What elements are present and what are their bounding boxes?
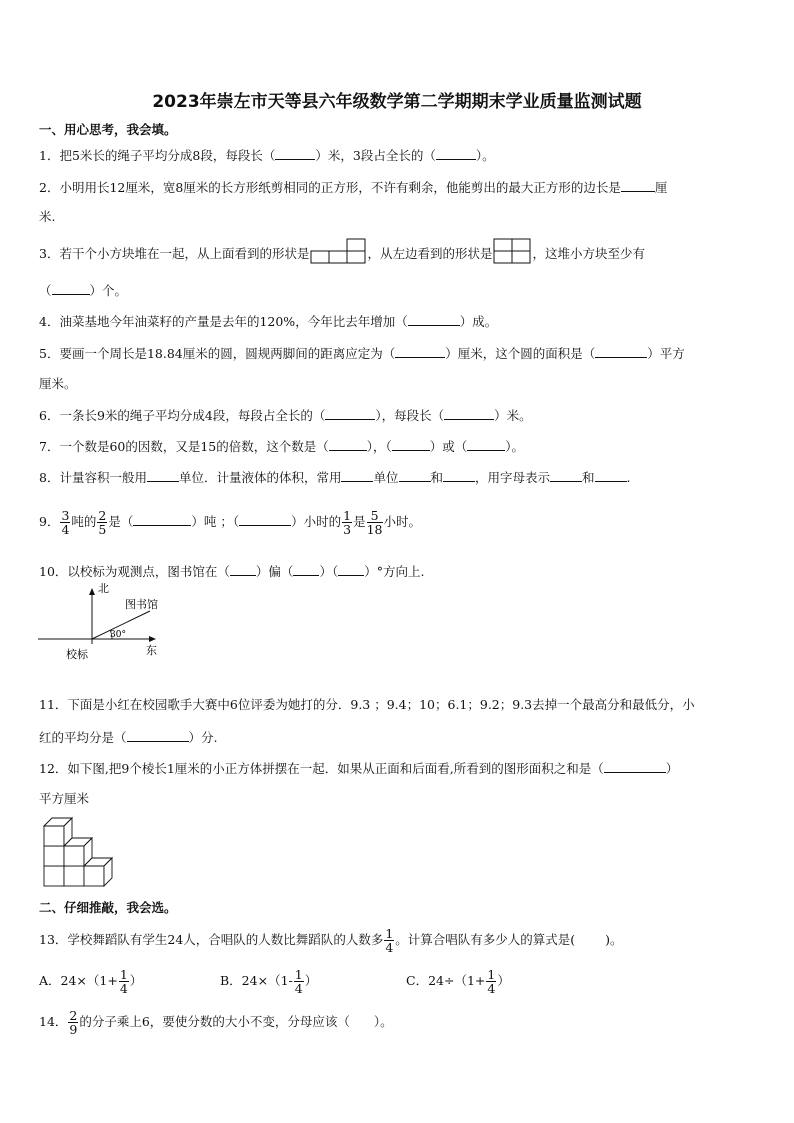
- question-7: [39, 438, 524, 455]
- q9-blank-1[interactable]: [133, 513, 191, 526]
- q9-text-e: ）小时的: [291, 514, 342, 529]
- q7-blank-1[interactable]: [329, 438, 367, 451]
- left-view-svg: [492, 238, 532, 264]
- q4-text-a: 4．油菜基地今年油菜籽的产量是去年的120%，今年比去年增加（: [39, 314, 408, 329]
- q10-text-b: ）偏（: [255, 564, 294, 579]
- question-9: [39, 507, 421, 537]
- q2-text-a: 2．小明用长12厘米，宽8厘米的长方形纸剪相同的正方形，不许有剩余，他能剪出的最大正方形的边长是: [39, 180, 621, 195]
- q14-f-den: 9: [69, 1022, 78, 1037]
- q8-text-g: .: [626, 470, 631, 485]
- q10-text-c: ）（: [319, 564, 339, 579]
- q13-option-a-text: A．24×（1+: [39, 973, 118, 988]
- q9-f2-num: 2: [98, 508, 107, 523]
- q13-option-c-close: ）: [497, 973, 510, 988]
- q8-blank-1[interactable]: [147, 469, 179, 482]
- q5-blank-2[interactable]: [595, 345, 647, 358]
- question-12: [39, 760, 678, 777]
- q4-text-b: ）成。: [459, 314, 498, 329]
- q9-text-d: ）吨 ；（: [191, 514, 240, 529]
- q3-blank[interactable]: [52, 282, 90, 295]
- q8-text-c: 单位: [373, 470, 399, 485]
- q9-f1-den: 4: [61, 522, 70, 537]
- top-view-figure: [309, 248, 367, 262]
- question-4: [39, 313, 497, 330]
- q10-blank-1[interactable]: [230, 563, 256, 576]
- q10-text-d: ）°方向上.: [364, 564, 425, 579]
- q13-oa-num: 1: [119, 967, 128, 982]
- q2-line-2: 米.: [39, 209, 56, 224]
- north-label: 北: [98, 582, 109, 595]
- question-1: [39, 147, 495, 164]
- question-3: [39, 246, 645, 262]
- q13-option-a-fraction: [119, 968, 129, 995]
- q7-text-a: 7．一个数是60的因数，又是15的倍数，这个数是（: [39, 439, 329, 454]
- q13-option-b-text: B．24×（1-: [220, 973, 293, 988]
- q13-oa-den: 4: [119, 981, 128, 996]
- q13-option-c-fraction: [486, 968, 496, 995]
- q13-option-c[interactable]: [406, 966, 510, 996]
- q4-blank[interactable]: [408, 313, 460, 326]
- q13-option-b[interactable]: [220, 966, 317, 996]
- q2-text-b: 厘: [654, 180, 668, 195]
- section-1-heading: 一、用心思考，我会填。: [39, 122, 177, 137]
- q8-text-d: 和: [430, 470, 444, 485]
- q9-text-a: 9．: [39, 514, 60, 529]
- section-2-heading: 二、仔细推敲，我会选。: [39, 900, 177, 915]
- q10-blank-2[interactable]: [293, 563, 319, 576]
- q14-text-a: 14．: [39, 1014, 68, 1029]
- q13-option-c-text: C．24÷（1+: [406, 973, 486, 988]
- question-5: [39, 345, 685, 362]
- q3-text-b: ，从左边看到的形状是: [367, 246, 493, 261]
- q3-line2-b: ）个。: [89, 283, 128, 298]
- q13-f-den: 4: [385, 940, 394, 955]
- question-8: [39, 469, 631, 486]
- q8-blank-4[interactable]: [443, 469, 475, 482]
- q8-text-a: 8．计量容积一般用: [39, 470, 147, 485]
- q11-blank[interactable]: [127, 729, 189, 742]
- q1-text-a: 1．把5米长的绳子平均分成8段，每段长（: [39, 148, 276, 163]
- q13-ob-num: 1: [294, 967, 303, 982]
- question-11: 11．下面是小红在校园歌手大赛中6位评委为她打的分．9.3 ；9.4；10；6.1；9.2；9.3去掉一个最高分和最低分，小: [39, 697, 695, 712]
- q11-text-b: ）分.: [188, 730, 218, 745]
- q12-text-b: ）: [665, 761, 679, 776]
- library-label: 图书馆: [125, 598, 158, 611]
- q9-text-g: 是: [353, 514, 366, 529]
- q13-fraction: [384, 927, 394, 954]
- q7-text-d: ）。: [505, 439, 525, 454]
- q13-text-a: 13．学校舞蹈队有学生24人，合唱队的人数比舞蹈队的人数多: [39, 932, 384, 947]
- q9-fraction-4: [367, 509, 383, 536]
- q2-blank[interactable]: [621, 179, 655, 192]
- question-2: [39, 179, 667, 196]
- q12-blank[interactable]: [604, 760, 666, 773]
- q9-text-c: 是（: [108, 514, 134, 529]
- q9-fraction-2: [97, 509, 107, 536]
- q8-text-e: ，用字母表示: [475, 470, 551, 485]
- q13-option-b-fraction: [294, 968, 304, 995]
- q9-blank-2[interactable]: [239, 513, 291, 526]
- q13-option-a-close: ）: [129, 973, 143, 988]
- angle-label: 30°: [110, 630, 126, 640]
- east-label: 东: [146, 644, 157, 657]
- cube-stack-figure: [40, 814, 120, 888]
- q14-text-c: ）。: [373, 1014, 393, 1029]
- q14-text-b: 的分子乘上6，要使分数的大小不变，分母应该（: [79, 1014, 350, 1029]
- q11-line-2: [39, 729, 218, 746]
- q8-blank-5[interactable]: [550, 469, 582, 482]
- q3-text-a: 3．若干个小方块堆在一起，从上面看到的形状是: [39, 246, 310, 261]
- q3-line-2: [39, 282, 127, 299]
- q13-text-b: 。计算合唱队有多少人的算式是(: [395, 932, 576, 947]
- q5-text-b: ）厘米，这个圆的面积是（: [445, 346, 596, 361]
- q5-text-a: 5．要画一个周长是18.84厘米的圆，圆规两脚间的距离应定为（: [39, 346, 396, 361]
- question-13: [39, 925, 623, 955]
- page-title: 2023年崇左市天等县六年级数学第二学期期末学业质量监测试题: [152, 92, 642, 112]
- q1-blank-1[interactable]: [275, 147, 315, 160]
- q6-text-c: ）米。: [494, 408, 532, 423]
- q13-text-c: )。: [605, 932, 623, 947]
- q6-blank-1[interactable]: [325, 407, 375, 420]
- top-view-svg: [309, 238, 367, 264]
- q1-text-b: ）米，3段占全长的（: [315, 148, 436, 163]
- question-10: [39, 563, 424, 580]
- q9-f4-num: 5: [367, 509, 383, 523]
- q9-f1-num: 3: [61, 508, 70, 523]
- q11-text-a: 红的平均分是（: [39, 730, 127, 745]
- q1-text-c: ）。: [475, 148, 495, 163]
- q9-text-h: 小时。: [383, 514, 422, 529]
- q8-blank-2[interactable]: [341, 469, 373, 482]
- q10-text-a: 10．以校标为观测点，图书馆在（: [39, 564, 230, 579]
- q10-blank-3[interactable]: [338, 563, 364, 576]
- direction-diagram: [32, 582, 202, 666]
- q13-oc-num: 1: [487, 967, 496, 982]
- q3-text-c: ，这堆小方块至少有: [532, 246, 645, 261]
- q1-blank-2[interactable]: [436, 147, 476, 160]
- q9-f4-den: 18: [366, 522, 383, 537]
- left-view-figure: [492, 248, 532, 262]
- q9-text-b: 吨的: [71, 514, 97, 529]
- q13-f-num: 1: [385, 926, 394, 941]
- q9-f3-den: 3: [343, 522, 352, 537]
- q13-option-a[interactable]: [39, 966, 142, 996]
- q13-oc-den: 4: [487, 981, 496, 996]
- q6-text-a: 6．一条长9米的绳子平均分成4段，每段占全长的（: [39, 408, 326, 423]
- q8-text-b: 单位．计量液体的体积，常用: [178, 470, 342, 485]
- q5-line-2: 厘米。: [39, 376, 77, 391]
- q7-blank-2[interactable]: [392, 438, 430, 451]
- q3-line2-a: （: [39, 283, 52, 298]
- q9-f3-num: 1: [343, 508, 352, 523]
- q5-blank-1[interactable]: [395, 345, 445, 358]
- q8-text-f: 和: [582, 470, 595, 485]
- q13-ob-den: 4: [294, 981, 303, 996]
- q9-fraction-1: [60, 509, 70, 536]
- q12-text-a: 12．如下图,把9个棱长1厘米的小正方体拼摆在一起．如果从正面和后面看,所看到的图形面积之和是（: [39, 761, 604, 776]
- q5-text-c: ）平方: [647, 346, 685, 361]
- question-14: [39, 1007, 393, 1037]
- q9-f2-den: 5: [98, 522, 107, 537]
- q6-text-b: ），每段长（: [375, 408, 445, 423]
- q7-text-c: ）或（: [429, 439, 468, 454]
- q14-fraction: [68, 1009, 78, 1036]
- q7-blank-3[interactable]: [467, 438, 505, 451]
- q7-text-b: ），（: [366, 439, 392, 454]
- q6-blank-2[interactable]: [444, 407, 494, 420]
- q8-blank-3[interactable]: [399, 469, 431, 482]
- q14-f-num: 2: [69, 1008, 78, 1023]
- q12-line-2: 平方厘米: [39, 791, 90, 806]
- origin-label: 校标: [66, 648, 88, 661]
- q13-option-b-close: ）: [304, 973, 318, 988]
- question-6: [39, 407, 532, 424]
- q9-fraction-3: [342, 509, 352, 536]
- q8-blank-6[interactable]: [595, 469, 627, 482]
